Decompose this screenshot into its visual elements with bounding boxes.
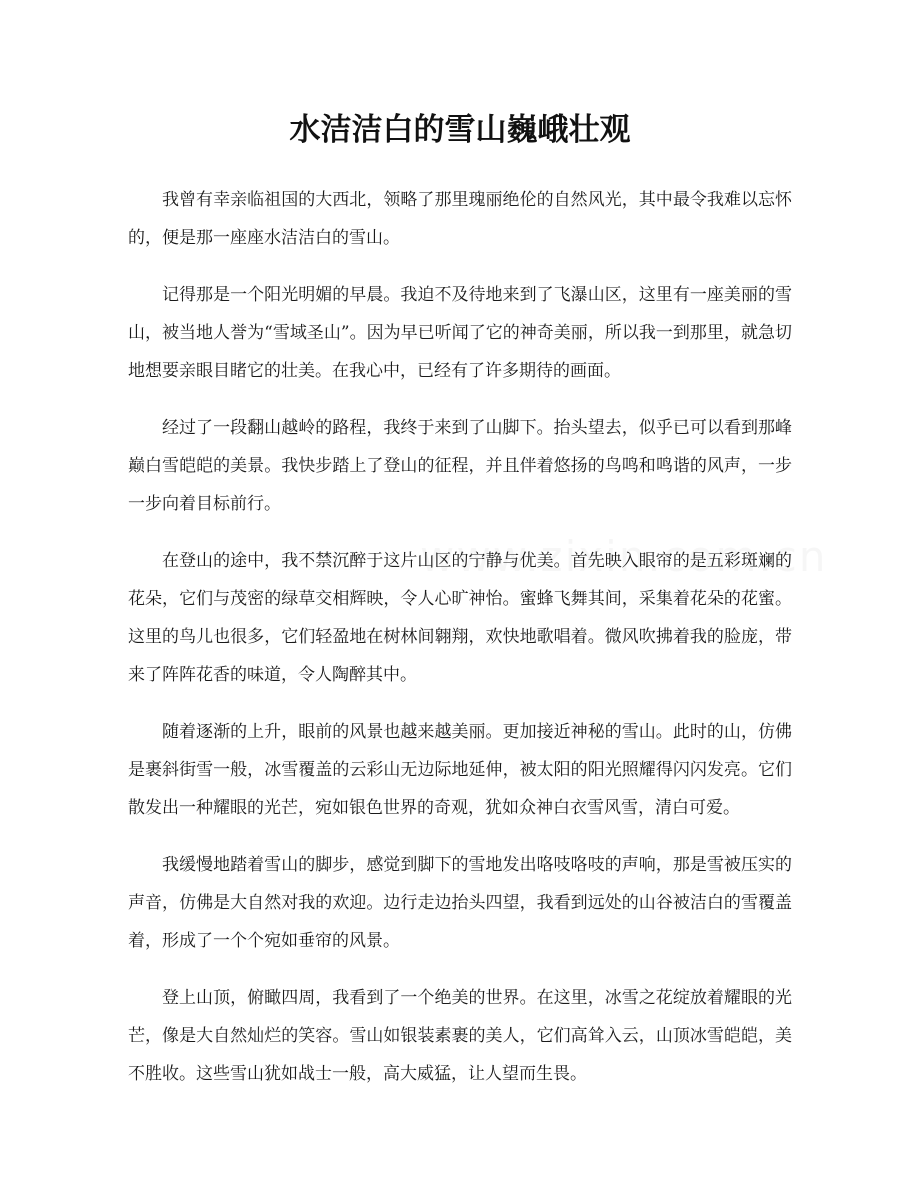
- paragraph-7: 登上山顶，俯瞰四周，我看到了一个绝美的世界。在这里，冰雪之花绽放着耀眼的光芒，像是大自然灿烂的笑容。雪山如银装素裹的美人，它们高耸入云，山顶冰雪皑皑，美不胜收。这些雪山犹如战士一般，高大威猛，让人望而生畏。: [128, 988, 792, 1084]
- paragraph-1: 我曾有幸亲临祖国的大西北，领略了那里瑰丽绝伦的自然风光，其中最令我难以忘怀的，便是那一座座水洁洁白的雪山。: [128, 190, 792, 248]
- paragraph-6: 我缓慢地踏着雪山的脚步，感觉到脚下的雪地发出咯吱咯吱的声响，那是雪被压实的声音，仿佛是大自然对我的欢迎。边行走边抬头四望，我看到远处的山谷被洁白的雪覆盖着，形成了一个个宛如垂帘的风景。: [128, 855, 792, 951]
- paragraph-4: 在登山的途中，我不禁沉醉于这片山区的宁静与优美。首先映入眼帘的是五彩斑斓的花朵，它们与茂密的绿草交相辉映，令人心旷神怡。蜜蜂飞舞其间，采集着花朵的花蜜。这里的鸟儿也很多，它们轻盈地在树林间翱翔，欢快地歌唱着。微风吹拂着我的脸庞，带来了阵阵花香的味道，令人陶醉其中。: [128, 551, 792, 685]
- paragraph-2: 记得那是一个阳光明媚的早晨。我迫不及待地来到了飞瀑山区，这里有一座美丽的雪山，被当地人誉为“雪域圣山”。因为早已听闻了它的神奇美丽，所以我一到那里，就急切地想要亲眼目睹它的壮美。在我心中，已经有了许多期待的画面。: [128, 285, 792, 381]
- paragraph-3: 经过了一段翻山越岭的路程，我终于来到了山脚下。抬头望去，似乎已可以看到那峰巅白雪皑皑的美景。我快步踏上了登山的征程，并且伴着悠扬的鸟鸣和鸣谐的风声，一步一步向着目标前行。: [128, 418, 792, 514]
- article-body: [128, 181, 792, 1112]
- page-title: 水洁洁白的雪山巍峨壮观: [289, 112, 631, 148]
- paragraph-5: 随着逐渐的上升，眼前的风景也越来越美丽。更加接近神秘的雪山。此时的山，仿佛是裹斜街雪一般，冰雪覆盖的云彩山无边际地延伸，被太阳的阳光照耀得闪闪发亮。它们散发出一种耀眼的光芒，宛如银色世界的奇观，犹如众神白衣雪风雪，清白可爱。: [128, 722, 792, 818]
